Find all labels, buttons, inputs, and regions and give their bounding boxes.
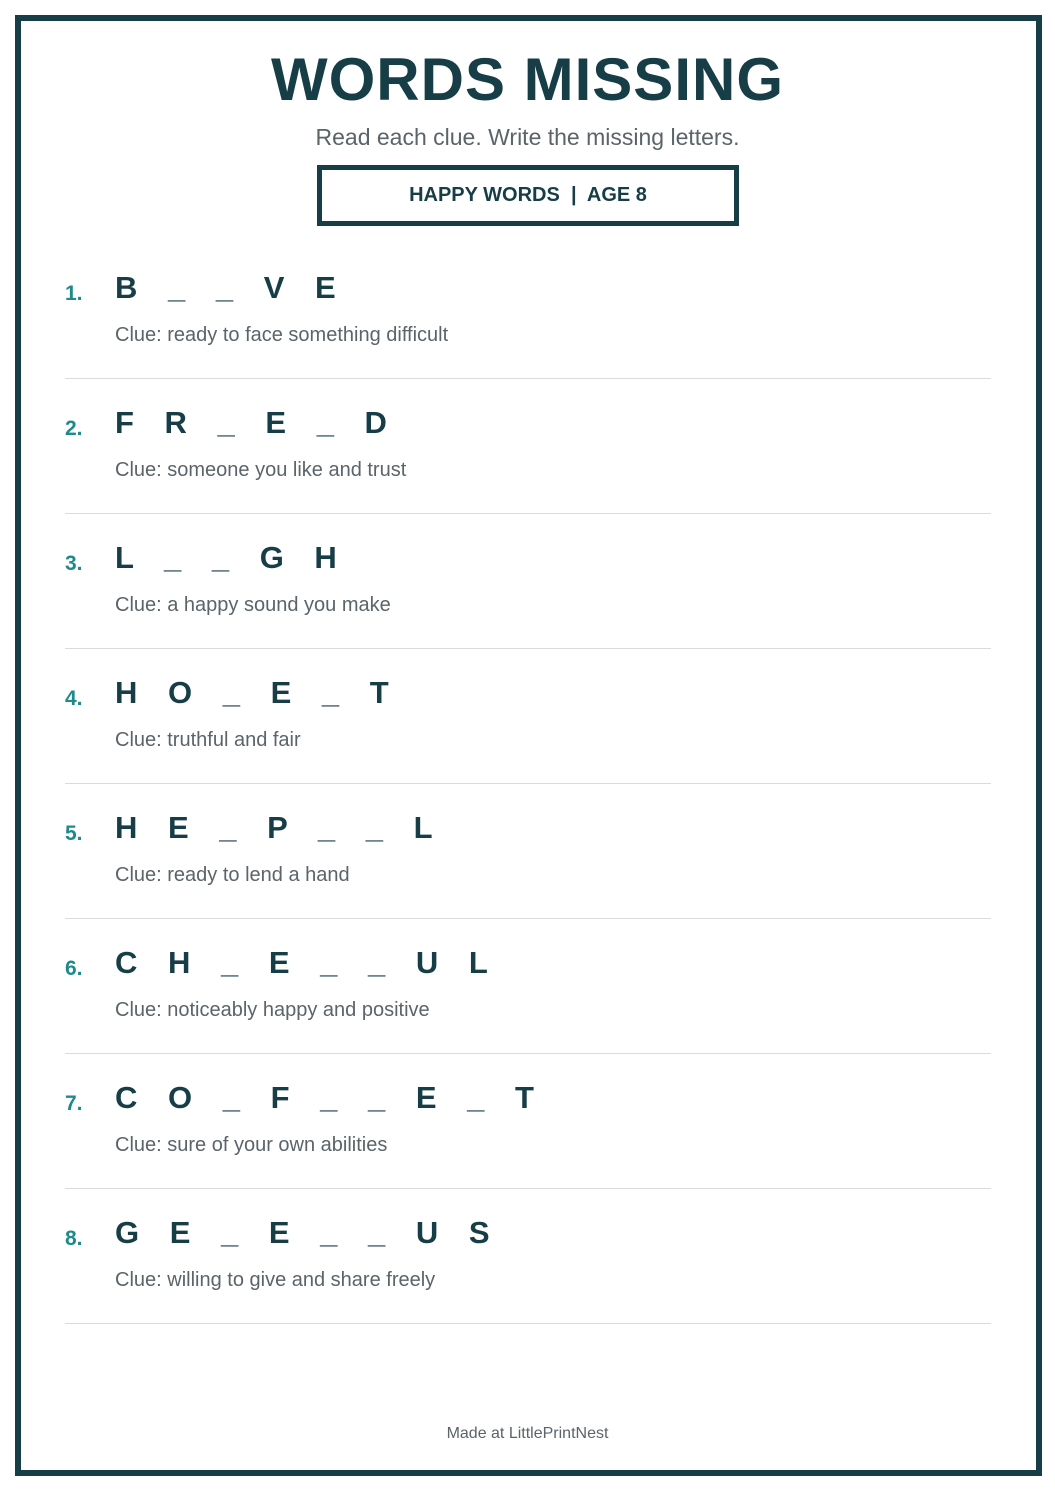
clue-text: Clue: ready to lend a hand xyxy=(115,864,350,886)
puzzle-item xyxy=(65,245,991,379)
missing-word: L _ _ G H xyxy=(115,540,348,575)
topic-badge: HAPPY WORDS | AGE 8 xyxy=(317,165,739,226)
clue-text: Clue: truthful and fair xyxy=(115,729,301,751)
footer-credit: Made at LittlePrintNest xyxy=(446,1425,609,1442)
item-number: 6. xyxy=(65,957,83,980)
clue-text: Clue: willing to give and share freely xyxy=(115,1269,436,1291)
missing-word: H E _ P _ _ L xyxy=(115,810,444,845)
item-number: 1. xyxy=(65,282,83,305)
page-subtitle: Read each clue. Write the missing letters. xyxy=(315,124,740,150)
puzzle-item xyxy=(65,1055,991,1189)
missing-word: C O _ F _ _ E _ T xyxy=(115,1080,545,1115)
item-number: 5. xyxy=(65,822,83,845)
clue-text: Clue: a happy sound you make xyxy=(115,594,391,616)
item-number: 4. xyxy=(65,687,83,710)
clue-text: Clue: someone you like and trust xyxy=(115,459,407,481)
clue-text: Clue: ready to face something difficult xyxy=(115,324,449,346)
missing-word: C H _ E _ _ U L xyxy=(115,945,499,980)
item-number: 2. xyxy=(65,417,83,440)
puzzle-item xyxy=(65,515,991,649)
item-number: 7. xyxy=(65,1092,83,1115)
item-number: 8. xyxy=(65,1227,83,1250)
missing-word: H O _ E _ T xyxy=(115,675,400,710)
puzzle-list xyxy=(65,245,991,1324)
page-title: WORDS MISSING xyxy=(270,46,784,113)
missing-word: B _ _ V E xyxy=(115,270,347,305)
clue-text: Clue: sure of your own abilities xyxy=(115,1134,388,1156)
puzzle-item xyxy=(65,785,991,919)
puzzle-item xyxy=(65,1190,991,1324)
puzzle-item xyxy=(65,920,991,1054)
puzzle-item xyxy=(65,650,991,784)
puzzle-item xyxy=(65,380,991,514)
item-number: 3. xyxy=(65,552,83,575)
clue-text: Clue: noticeably happy and positive xyxy=(115,999,430,1021)
missing-word: G E _ E _ _ U S xyxy=(115,1215,501,1250)
missing-word: F R _ E _ D xyxy=(115,405,398,440)
